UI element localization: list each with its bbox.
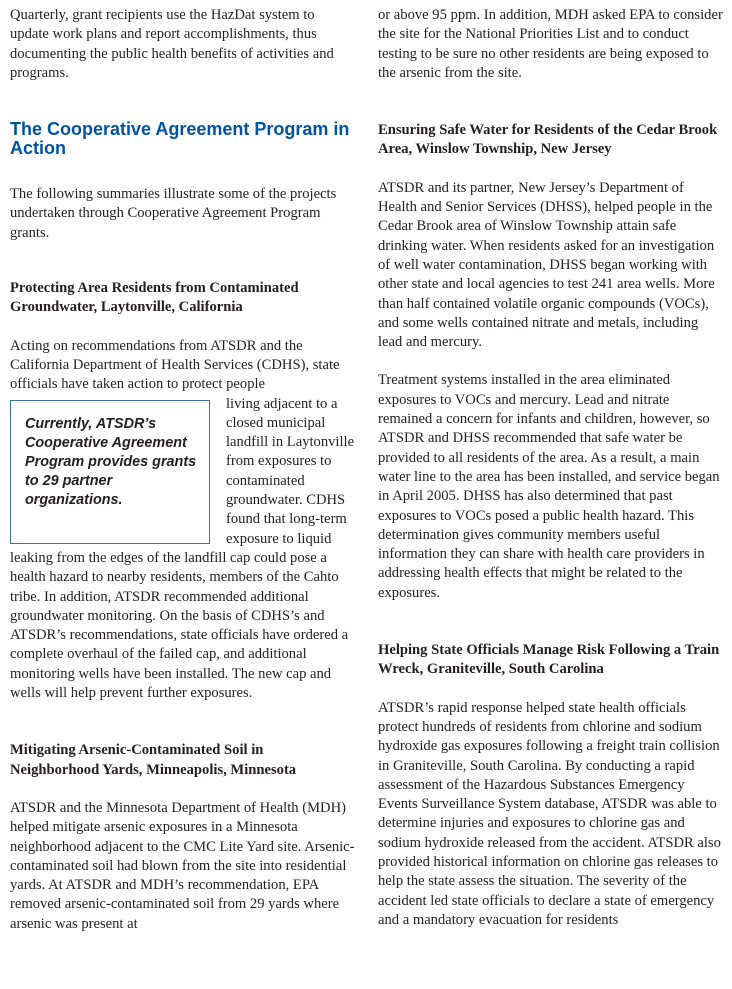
right-column xyxy=(378,0,724,930)
graniteville-body: ATSDR’s rapid response helped state health officials protect hundreds of residents from chlorine and sodium hydroxide gas exposures following a freight train collision in Graniteville, South Carolina. By conducting a rapid assessment of the Hazardous Substances Emergency Events Surveillance System database, ATSDR was able to determine injuries and exposures to chlorine gas and sodium hydroxide released from the accident. ATSDR also provided historical information on chlorine gas releases to help the state assess the situation. The severity of the accident led state officials to declare a state of emergency and a mandatory evacuation for residents xyxy=(378,699,721,928)
laytonville-heading: Protecting Area Residents from Contaminated Groundwater, Laytonville, California xyxy=(10,280,299,316)
laytonville-article xyxy=(10,337,356,704)
section-intro: The following summaries illustrate some of the projects undertaken through Cooperative Agreement Program grants. xyxy=(10,186,337,241)
callout-text: Currently, ATSDR’s Cooperative Agreement Program provides grants to 29 partner organizations. xyxy=(25,415,197,509)
laytonville-body-start: Acting on recommendations from ATSDR and the California Department of Health Services (CDHS), state officials have taken action to protect people xyxy=(10,337,340,393)
left-column xyxy=(10,0,356,934)
cedar-brook-body-1: ATSDR and its partner, New Jersey’s Department of Health and Senior Services (DHSS), helped people in the Cedar Brook area of Winslow Township attain safe drinking water. When residents asked for an investigation of well water contamination, DHSS began working with other state and local agencies to test 241 area wells. More than half contained volatile organic compounds (VOCs), and some wells contained nitrate and metals, including lead and mercury. xyxy=(378,179,715,351)
minneapolis-body: ATSDR and the Minnesota Department of Health (MDH) helped mitigate arsenic exposures in a Minnesota neighborhood adjacent to the CMC Lite Yard site. Arsenic-contaminated soil had blown from the site into residential yards. At ATSDR and MDH’s recommendation, EPA removed arsenic-contaminated soil from 29 yards where arsenic was present at xyxy=(10,799,355,932)
graniteville-heading: Helping State Officials Manage Risk Following a Train Wreck, Graniteville, South Carolina xyxy=(378,642,720,678)
section-heading: The Cooperative Agreement Program in Action xyxy=(10,119,350,158)
laytonville-body xyxy=(10,337,356,704)
intro-paragraph: Quarterly, grant recipients use the HazDat system to update work plans and report accomplishments, thus documenting the public health benefits of activities and programs. xyxy=(10,7,334,81)
cedar-brook-heading: Ensuring Safe Water for Residents of the Cedar Brook Area, Winslow Township, New Jersey xyxy=(378,122,718,158)
continued-paragraph: or above 95 ppm. In addition, MDH asked EPA to consider the site for the National Priorities List and to conduct testing to be sure no other residents are being exposed to the arsenic from the site. xyxy=(378,7,723,81)
laytonville-body-rest: living adjacent to a closed municipal landfill in Laytonville from exposures to contaminated groundwater. CDHS found that long-term exposure to liquid leaking from the edges of the landfill cap could pose a health hazard to nearby residents, members of the Cahto tribe. In addition, ATSDR recommended additional groundwater monitoring. On the basis of CDHS’s and ATSDR’s recommendations, state officials have ordered a complete overhaul of the failed cap, and additional monitoring wells have been installed. The new cap and wells will help prevent further exposures. xyxy=(10,395,355,702)
minneapolis-heading: Mitigating Arsenic-Contaminated Soil in Neighborhood Yards, Minneapolis, Minnesota xyxy=(10,742,297,778)
callout-box xyxy=(10,400,210,544)
cedar-brook-body-2: Treatment systems installed in the area eliminated exposures to VOCs and mercury. Lead and nitrate remained a concern for infants and children, however, so ATSDR and DHSS recommended that safe water be provided to all residents of the area. As a result, a main water line to the area has been installed, and service began in April 2005. DHSS has also determined that past exposures to VOCs posed a public health hazard. This determination gives community members useful information they can share with health care providers in addressing health effects that might be related to the exposures. xyxy=(378,372,720,601)
